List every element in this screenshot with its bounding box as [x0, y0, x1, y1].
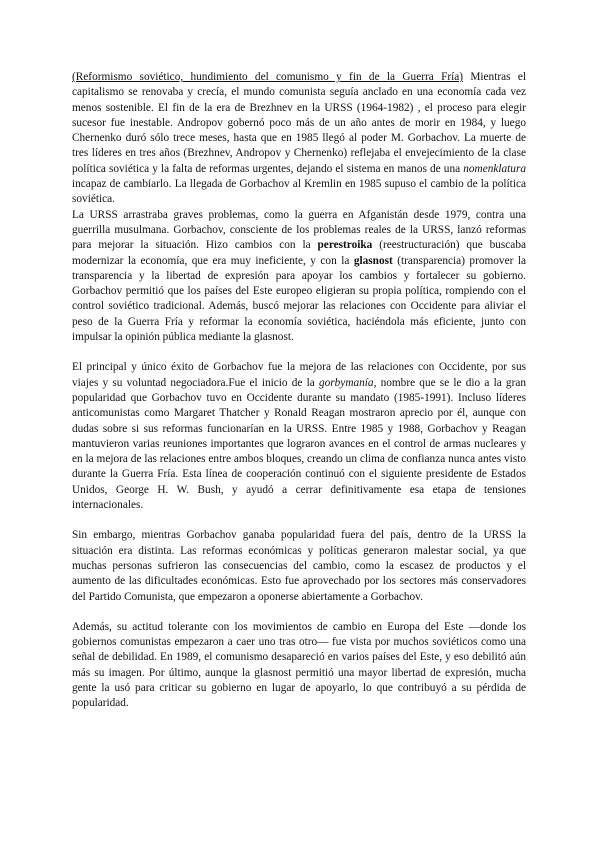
- paragraph-eastern-europe: [72, 620, 526, 712]
- section-heading-link[interactable]: (Reformismo soviético, hundimiento del comunismo y fin de la Guerra Fría): [72, 71, 464, 83]
- paragraph-text: , nombre que se le dio a la gran popularidad que Gorbachov tuvo en Occidente durante su mandato (1985-1991). Incluso líderes anticomunistas como Margaret Thatcher y Ronald Reagan mostraron aprecio por él, aunque con dudas sobre si sus reformas funcionarían en la URSS. Entre 1985 y 1988, Gorbachov y Reagan mantuvieron varias reuniones importantes que lograron avances en el control de armas nucleares y en la mejora de las relaciones entre ambos bloques, creando un clima de confianza nunca antes visto durante la Guerra Fría. Esta línea de cooperación continuó con el siguiente presidente de Estados Unidos, George H. W. Bush, y ayudó a cerrar definitivamente esa etapa de tensiones internacionales.: [72, 376, 526, 512]
- paragraph-spacer: [72, 345, 526, 360]
- paragraph-domestic-situation: [72, 528, 526, 604]
- paragraph-text: El principal y único éxito de Gorbachov fue la mejora de las relaciones con Occidente, por sus viajes y su voluntad negociadora.Fue el inicio de la: [72, 361, 526, 389]
- paragraph-text: La URSS arrastraba graves problemas, como la guerra en Afganistán desde 1979, contra una guerrilla musulmana. Gorbachov, consciente de los problemas reales de la URSS, lanzó reformas para mejorar la situación. Hizo cambios con la: [72, 208, 526, 252]
- paragraph-spacer: [72, 513, 526, 528]
- paragraph-text: Mientras el capitalismo se renovaba y crecía, el mundo comunista seguía anclado en una economía cada vez menos sostenible. El fin de la era de Brezhnev en la URSS (1964-1982) , el proceso para elegir sucesor fue inestable. Andropov gobernó poco más de un año antes de morir en 1984, y luego Chernenko duró sólo trece meses, hasta que en 1985 llegó al poder M. Gorbachov. La muerte de tres líderes en tres años (Brezhnev, Andropov y Chernenko) reflejaba el envejecimiento de la clase política soviética y la falta de reformas urgentes, dejando el sistema en manos de una: [72, 71, 526, 175]
- paragraph-text: Además, su actitud tolerante con los movimientos de cambio en Europa del Este —donde los gobiernos comunistas empezaron a caer uno tras otro— fue vista por muchos soviéticos como una señal de debilidad. En 1989, el comunismo desapareció en varios países del Este, y eso debilitó aún más su imagen. Por último, aunque la glasnost permitió una mayor libertad de expresión, mucha gente la usó para criticar su gobierno en lugar de apoyarlo, lo que contribuyó a su pérdida de popularidad.: [72, 620, 526, 710]
- paragraph-reforms: [72, 208, 526, 346]
- document-page: [72, 70, 526, 712]
- paragraph-intro: [72, 70, 526, 208]
- paragraph-spacer: [72, 605, 526, 620]
- paragraph-text: Sin embargo, mientras Gorbachov ganaba popularidad fuera del país, dentro de la URSS la situación era distinta. Las reformas económicas y políticas generaron malestar social, ya que muchas personas sufrieron las consecuencias del cambio, como la escasez de productos y el aumento de las dificultades económicas. Esto fue aprovechado por los sectores más conservadores del Partido Comunista, que empezaron a oponerse abiertamente a Gorbachov.: [72, 529, 526, 603]
- paragraph-text: (reestructuración) que buscaba modernizar la economía, que era muy ineficiente, y con la: [72, 239, 526, 267]
- term-perestroika: perestroika: [317, 239, 373, 252]
- term-glasnost: glasnost: [353, 254, 393, 267]
- paragraph-foreign-relations: [72, 360, 526, 513]
- term-nomenklatura: nomenklatura: [463, 162, 526, 175]
- paragraph-text: (transparencia) promover la transparencia y la libertad de expresión para apoyar los cambios y fortalecer su gobierno. Gorbachov permitió que los países del Este europeo eligieran su propia política, rompiendo con el control soviético tradicional. Además, buscó mejorar las relaciones con Occidente para aliviar el peso de la Guerra Fría y reformar la economía soviética, haciéndola más eficiente, junto con impulsar la opinión pública mediante la glasnost.: [72, 254, 526, 344]
- paragraph-text: incapaz de cambiarlo. La llegada de Gorbachov al Kremlin en 1985 supuso el cambio de la política soviética.: [72, 178, 526, 206]
- term-gorbymania: gorbymanía: [318, 376, 374, 389]
